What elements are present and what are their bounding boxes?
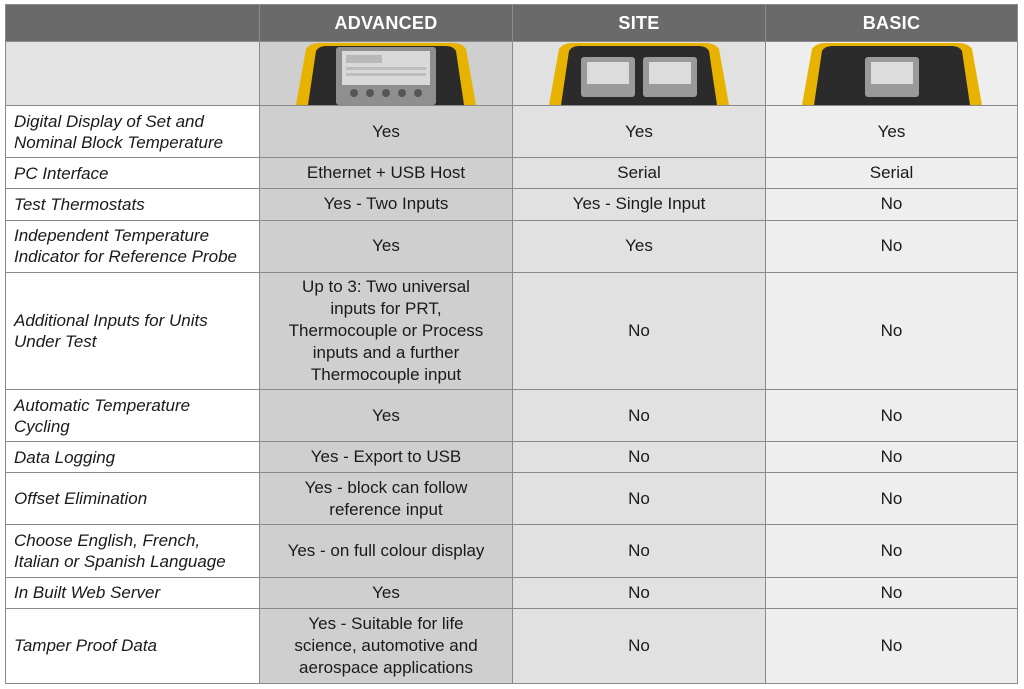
advanced-value: Yes: [372, 121, 400, 141]
site-value-cell: [513, 220, 766, 272]
basic-device-photo-icon: [792, 43, 992, 105]
header-corner-cell: [6, 5, 260, 42]
feature-label-cell: [6, 220, 260, 272]
feature-row: [6, 577, 1018, 608]
feature-label-cell: [6, 390, 260, 442]
advanced-value: Yes: [372, 582, 400, 602]
advanced-value: Yes: [372, 236, 400, 256]
basic-value-cell: [766, 390, 1018, 442]
basic-value-cell: [766, 608, 1018, 683]
feature-label-cell: [6, 158, 260, 189]
basic-value: Serial: [869, 163, 914, 183]
feature-label-cell: [6, 106, 260, 158]
site-value: No: [628, 405, 650, 425]
feature-row: [6, 272, 1018, 389]
basic-value-cell: [766, 189, 1018, 220]
feature-label: In Built Web Server: [14, 583, 161, 603]
feature-label: Data Logging: [14, 447, 116, 467]
advanced-value: Yes - Suitable for life science, automotive and aerospace applications: [294, 613, 478, 677]
basic-value: No: [880, 635, 903, 655]
column-header-advanced: ADVANCED: [260, 5, 513, 42]
advanced-value: Up to 3: Two universal inputs for PRT, Thermocouple or Process inputs and a further Thermocouple input: [288, 276, 484, 384]
feature-label: Test Thermostats: [14, 194, 145, 214]
basic-value: No: [880, 447, 903, 467]
feature-label: Automatic Temperature Cycling: [14, 395, 191, 436]
advanced-value-cell: [260, 577, 513, 608]
basic-value: No: [880, 236, 903, 256]
site-value-cell: [513, 390, 766, 442]
advanced-value-cell: [260, 608, 513, 683]
advanced-value: Yes - on full colour display: [287, 541, 485, 561]
advanced-value-cell: [260, 220, 513, 272]
column-header-site: SITE: [513, 5, 766, 42]
feature-row: [6, 473, 1018, 525]
advanced-device-photo-icon: [286, 43, 486, 105]
basic-value-cell: [766, 473, 1018, 525]
feature-label: Independent Temperature Indicator for Reference Probe: [14, 226, 238, 267]
site-value: No: [628, 488, 650, 508]
advanced-value-cell: [260, 390, 513, 442]
feature-label: Tamper Proof Data: [14, 636, 157, 656]
feature-row: [6, 608, 1018, 683]
feature-row: [6, 525, 1018, 577]
feature-label-cell: [6, 189, 260, 220]
site-value-cell: [513, 272, 766, 389]
advanced-value-cell: [260, 473, 513, 525]
site-value-cell: [513, 608, 766, 683]
feature-row: [6, 220, 1018, 272]
feature-label-cell: [6, 272, 260, 389]
basic-value: No: [880, 488, 903, 508]
feature-row: [6, 106, 1018, 158]
advanced-value-cell: [260, 189, 513, 220]
column-header-basic: BASIC: [766, 5, 1018, 42]
feature-label: PC Interface: [14, 163, 109, 183]
advanced-value: Yes - Two Inputs: [323, 194, 449, 214]
site-value: Yes: [625, 121, 653, 141]
basic-value: No: [880, 405, 903, 425]
advanced-value: Yes: [372, 405, 400, 425]
advanced-value-cell: [260, 106, 513, 158]
basic-value-cell: [766, 158, 1018, 189]
basic-value-cell: [766, 272, 1018, 389]
advanced-value: Yes - block can follow reference input: [304, 477, 468, 519]
basic-value: Yes: [877, 121, 906, 141]
feature-row: [6, 189, 1018, 220]
advanced-value: Yes - Export to USB: [310, 447, 462, 467]
basic-value: No: [880, 541, 903, 561]
basic-image-cell: [766, 42, 1018, 106]
feature-row: [6, 158, 1018, 189]
feature-label-cell: [6, 577, 260, 608]
feature-row: [6, 442, 1018, 473]
image-row-label-cell: [6, 42, 260, 106]
advanced-value-cell: [260, 442, 513, 473]
site-value: No: [628, 541, 650, 561]
site-value-cell: [513, 442, 766, 473]
comparison-table: [5, 4, 1018, 684]
site-value: No: [628, 635, 650, 655]
site-value: No: [628, 320, 650, 340]
advanced-image-cell: [260, 42, 513, 106]
advanced-value-cell: [260, 525, 513, 577]
site-image-cell: [513, 42, 766, 106]
feature-label: Offset Elimination: [14, 489, 148, 509]
advanced-value: Ethernet + USB Host: [306, 163, 466, 183]
basic-value: No: [880, 582, 903, 602]
feature-label-cell: [6, 525, 260, 577]
site-value: Yes: [625, 236, 653, 256]
feature-label: Digital Display of Set and Nominal Block Temperature: [14, 111, 224, 152]
site-value-cell: [513, 106, 766, 158]
site-device-photo-icon: [539, 43, 739, 105]
site-value-cell: [513, 158, 766, 189]
header-row: [6, 5, 1018, 42]
basic-value-cell: [766, 442, 1018, 473]
site-value-cell: [513, 525, 766, 577]
basic-value-cell: [766, 577, 1018, 608]
feature-label-cell: [6, 473, 260, 525]
basic-value: No: [880, 194, 903, 214]
feature-label-cell: [6, 442, 260, 473]
advanced-value-cell: [260, 158, 513, 189]
basic-value-cell: [766, 106, 1018, 158]
site-value: No: [628, 582, 650, 602]
site-value: No: [628, 447, 650, 467]
basic-value-cell: [766, 525, 1018, 577]
feature-label: Additional Inputs for Units Under Test: [14, 310, 208, 351]
advanced-value-cell: [260, 272, 513, 389]
image-row: [6, 42, 1018, 106]
site-value-cell: [513, 577, 766, 608]
site-value-cell: [513, 473, 766, 525]
site-value-cell: [513, 189, 766, 220]
basic-value-cell: [766, 220, 1018, 272]
site-value: Yes - Single Input: [572, 194, 706, 214]
feature-label-cell: [6, 608, 260, 683]
site-value: Serial: [617, 163, 661, 183]
basic-value: No: [880, 320, 903, 340]
feature-row: [6, 390, 1018, 442]
feature-label: Choose English, French, Italian or Spanish Language: [14, 531, 226, 572]
